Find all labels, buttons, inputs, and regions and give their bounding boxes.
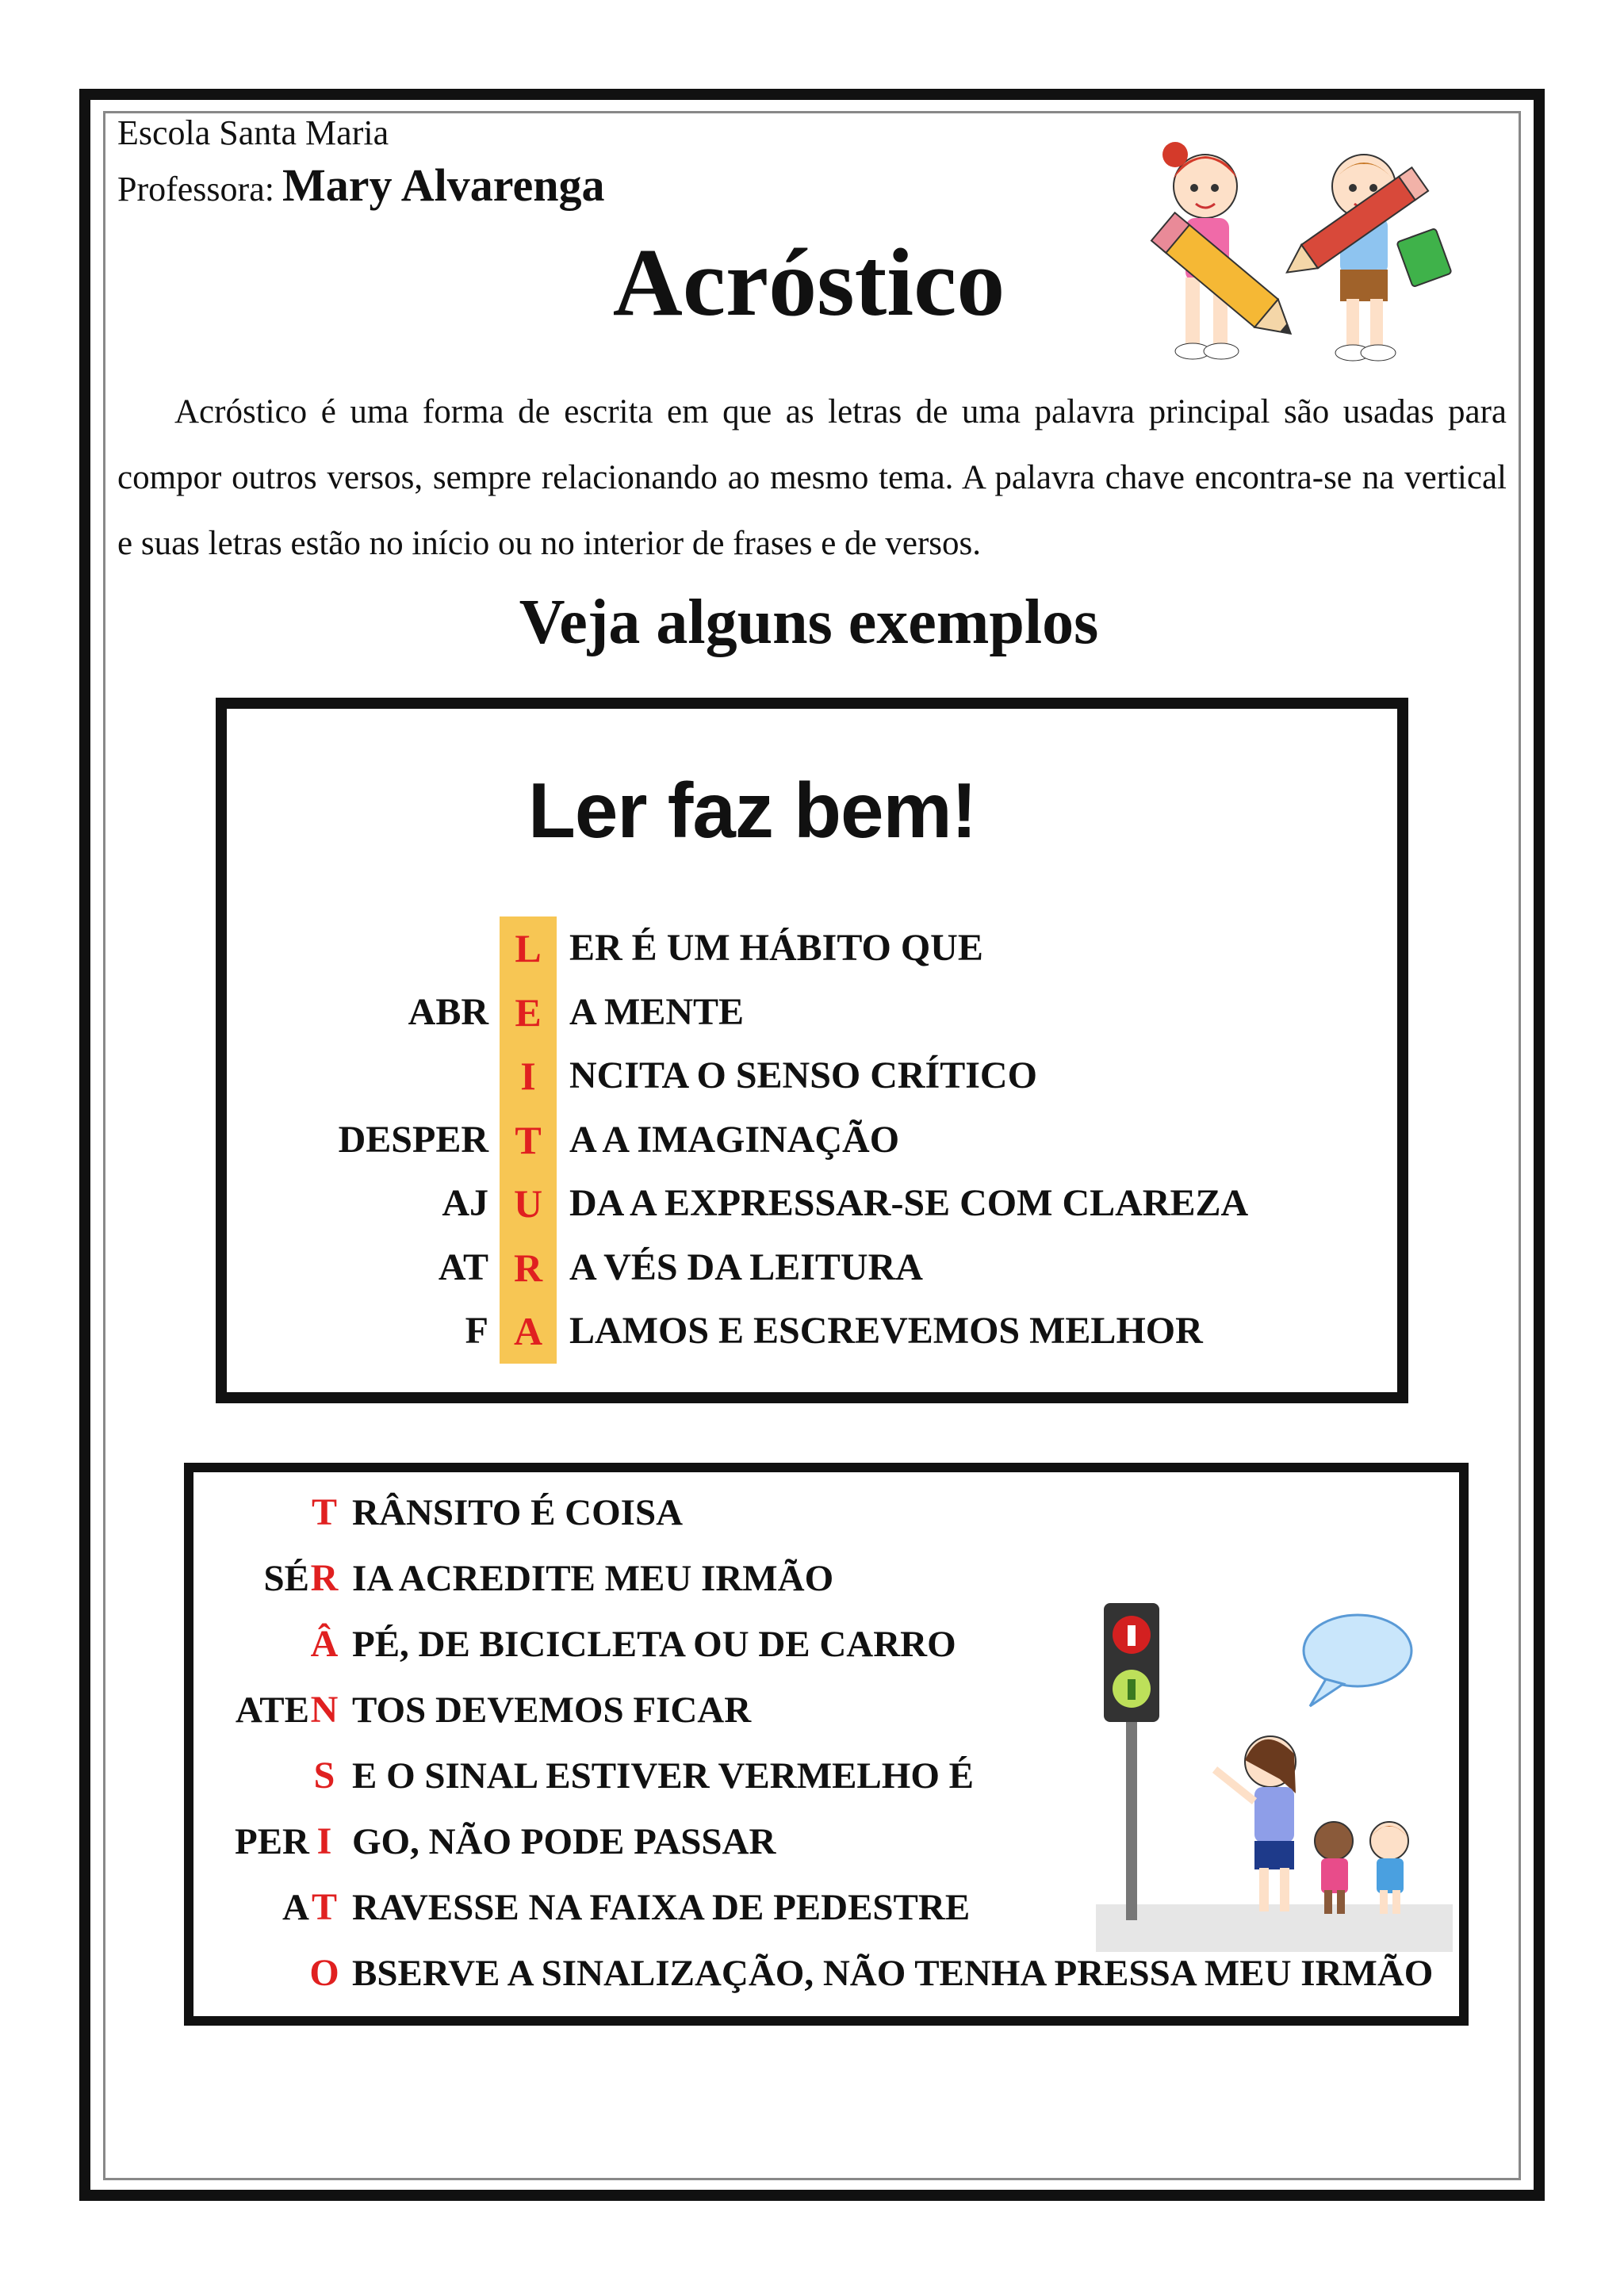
transito-row-pre: PER — [235, 1821, 309, 1862]
leitura-row-key: A — [513, 1309, 543, 1353]
leitura-row-key: L — [515, 926, 542, 970]
leitura-row-rest: A MENTE — [569, 990, 745, 1033]
leitura-row-rest: A A IMAGINAÇÃO — [569, 1118, 900, 1161]
leitura-row-rest: LAMOS E ESCREVEMOS MELHOR — [569, 1310, 1203, 1352]
transito-row-key: N — [310, 1689, 339, 1731]
transito-row-key: S — [313, 1755, 335, 1797]
transito-row-rest: TOS DEVEMOS FICAR — [352, 1689, 752, 1731]
leitura-row-key: T — [515, 1117, 542, 1162]
transito-row-key: T — [311, 1491, 337, 1533]
transito-row-rest: RÂNSITO É COISA — [352, 1492, 684, 1533]
transito-row-rest: E O SINAL ESTIVER VERMELHO É — [352, 1755, 974, 1797]
leitura-row-pre: ABR — [408, 990, 488, 1033]
leitura-row — [227, 1108, 1392, 1172]
leitura-row — [227, 916, 1392, 980]
teacher-label: Professora: — [117, 170, 274, 209]
transito-row-key: T — [311, 1886, 337, 1928]
leitura-row — [227, 1044, 1392, 1108]
teacher-name: Mary Alvarenga — [282, 159, 605, 211]
leitura-row — [227, 981, 1392, 1044]
leitura-row-rest: NCITA O SENSO CRÍTICO — [569, 1054, 1037, 1096]
leitura-row — [227, 1299, 1392, 1363]
leitura-row-key: I — [520, 1054, 536, 1098]
leitura-row-rest: A VÉS DA LEITURA — [569, 1246, 923, 1288]
leitura-row-key: R — [513, 1245, 543, 1290]
transito-row-pre: A — [282, 1887, 309, 1928]
transito-row-rest: PÉ, DE BICICLETA OU DE CARRO — [352, 1624, 956, 1665]
transito-row-pre: ATE — [235, 1689, 309, 1731]
leitura-row-rest: DA A EXPRESSAR-SE COM CLAREZA — [569, 1182, 1249, 1224]
leitura-row — [227, 1236, 1392, 1299]
leitura-row-pre: F — [465, 1310, 488, 1352]
transito-row — [193, 1546, 1462, 1611]
transito-row — [193, 1480, 1462, 1545]
leitura-row-rest: ER É UM HÁBITO QUE — [569, 927, 983, 969]
teacher-line — [117, 159, 604, 212]
transito-row-key: Â — [310, 1623, 339, 1665]
transito-row-rest: RAVESSE NA FAIXA DE PEDESTRE — [352, 1887, 971, 1928]
transito-row-pre: SÉ — [263, 1558, 309, 1599]
example-leitura-title: Ler faz bem! — [528, 767, 977, 854]
leitura-row-pre: AJ — [442, 1182, 488, 1224]
leitura-row-key: U — [513, 1181, 543, 1226]
leitura-row — [227, 1172, 1392, 1235]
page-title: Acróstico — [612, 229, 1005, 336]
example-transito-box — [184, 1463, 1469, 2026]
examples-heading: Veja alguns exemplos — [519, 587, 1099, 657]
school-name: Escola Santa Maria — [117, 113, 389, 152]
leitura-row-key: E — [515, 989, 542, 1035]
traffic-light-illustration — [1096, 1603, 1453, 1960]
intro-paragraph: Acróstico é uma forma de escrita em que as letras de uma palavra principal são usadas para compor outros versos, sempre relacionando ao mesmo tema. A palavra chave encontra-se na vertical e suas letras estão no início ou no interior de frases e de versos. — [117, 393, 1507, 562]
kids-with-pencils-illustration — [1118, 131, 1467, 377]
leitura-row-pre: AT — [438, 1246, 488, 1288]
transito-row-key: R — [310, 1557, 339, 1599]
transito-row-rest: BSERVE A SINALIZAÇÃO, NÃO TENHA PRESSA MEU IRMÃO — [352, 1953, 1434, 1994]
transito-row-key: I — [316, 1820, 332, 1862]
transito-row-rest: IA ACREDITE MEU IRMÃO — [352, 1558, 834, 1599]
transito-row-rest: GO, NÃO PODE PASSAR — [352, 1821, 776, 1862]
leitura-row-pre: DESPER — [338, 1118, 488, 1161]
transito-row-key: O — [309, 1952, 339, 1994]
example-leitura-box — [216, 698, 1408, 1403]
